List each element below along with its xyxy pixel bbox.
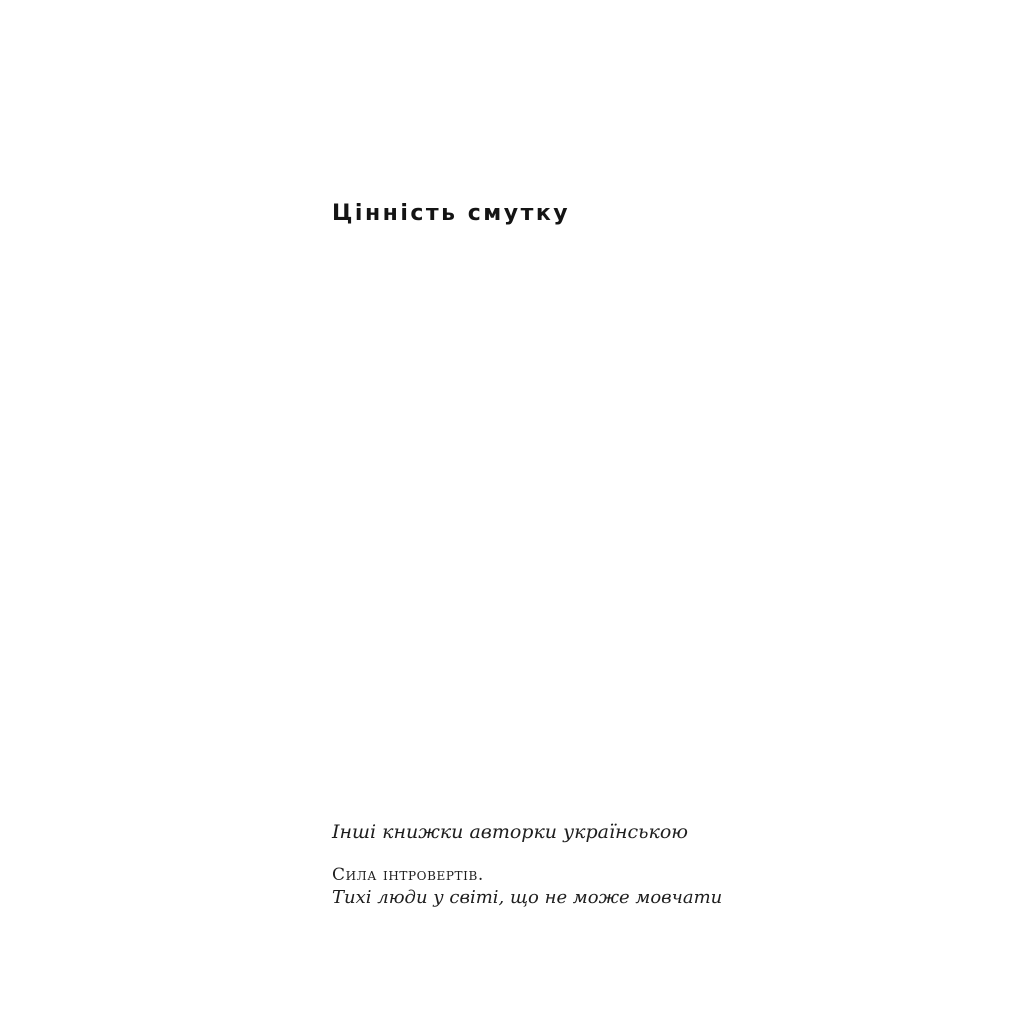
page-title: Цінність смутку xyxy=(332,201,571,226)
book-title: Сила інтровертів. xyxy=(332,865,484,885)
other-books-section xyxy=(332,820,832,909)
book-entry xyxy=(332,864,832,909)
other-books-heading: Інші книжки авторки українською xyxy=(332,821,689,843)
book-subtitle: Тихі люди у світі, що не може мовчати xyxy=(332,887,723,908)
